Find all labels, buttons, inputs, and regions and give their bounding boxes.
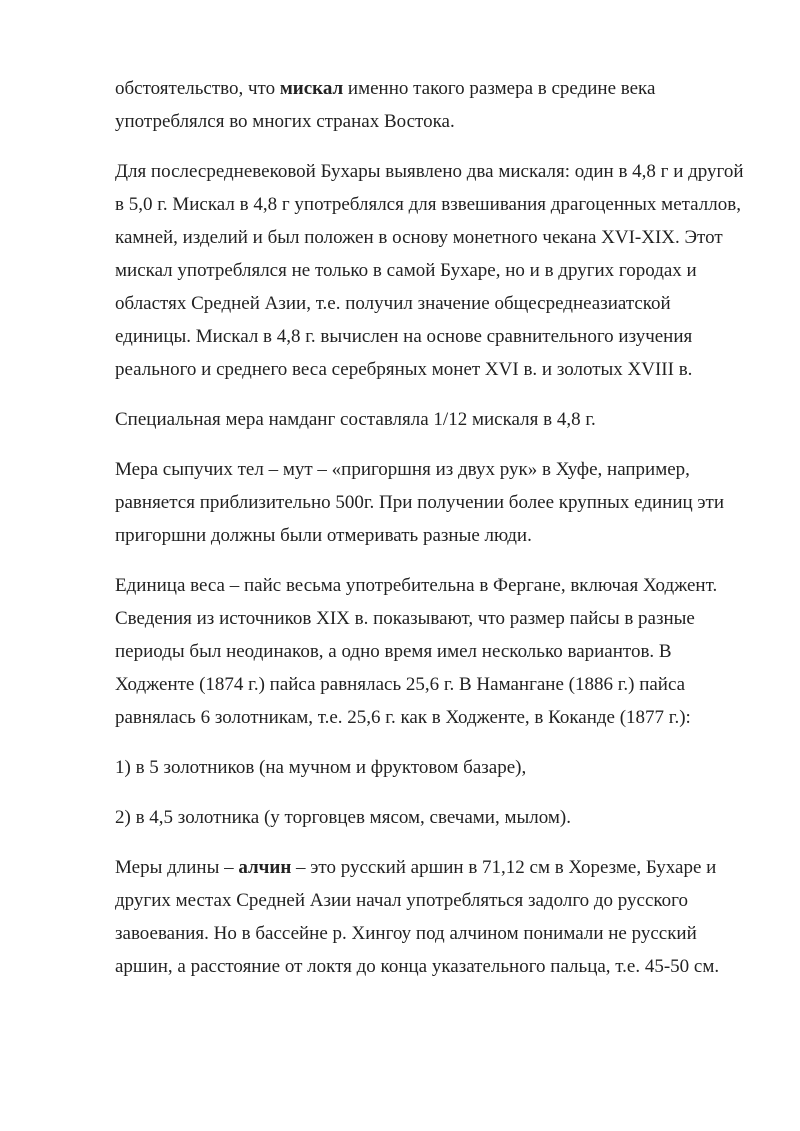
- text-line: [115, 188, 755, 221]
- text-segment: Для послесредневековой Бухары выявлено два мискаля: один в 4,8 г и другой: [115, 161, 744, 182]
- text-line: [115, 851, 755, 884]
- text-segment: периоды был неодинаков, а одно время имел несколько вариантов. В: [115, 641, 672, 662]
- text-line: [115, 221, 755, 254]
- text-line: [115, 72, 755, 105]
- text-line: [115, 353, 755, 386]
- paragraph: [115, 403, 755, 436]
- text-line: [115, 453, 755, 486]
- document-body: [115, 72, 755, 1000]
- text-segment: других местах Средней Азии начал употребляться задолго до русского: [115, 890, 689, 911]
- text-segment: Специальная мера намданг составляла 1/12 мискаля в 4,8 г.: [115, 409, 596, 430]
- text-segment: завоевания. Но в бассейне р. Хингоу под алчином понимали не русский: [115, 923, 697, 944]
- text-line: [115, 884, 755, 917]
- text-line: [115, 801, 755, 834]
- paragraph: [115, 851, 755, 983]
- text-segment: областях Средней Азии, т.е. получил значение общесреднеазиатской: [115, 293, 671, 314]
- bold-term: мискал: [279, 78, 344, 99]
- text-segment: Мера сыпучих тел – мут – «пригоршня из двух рук» в Хуфе, например,: [115, 459, 690, 480]
- text-segment: употреблялся во многих странах Востока.: [115, 111, 455, 132]
- text-segment: мискал употреблялся не только в самой Бухаре, но и в других городах и: [115, 260, 697, 281]
- paragraph: [115, 453, 755, 552]
- text-segment: 2) в 4,5 золотника (у торговцев мясом, свечами, мылом).: [115, 807, 571, 828]
- text-segment: в 5,0 г. Мискал в 4,8 г употреблялся для взвешивания драгоценных металлов,: [115, 194, 741, 215]
- text-segment: единицы. Мискал в 4,8 г. вычислен на основе сравнительного изучения: [115, 326, 693, 347]
- paragraph: [115, 751, 755, 784]
- text-segment: реального и среднего веса серебряных монет XVI в. и золотых XVIII в.: [115, 359, 693, 380]
- text-line: [115, 287, 755, 320]
- text-segment: Ходженте (1874 г.) пайса равнялась 25,6 г. В Намангане (1886 г.) пайса: [115, 674, 686, 695]
- text-segment: – это русский аршин в 71,12 см в Хорезме, Бухаре и: [291, 857, 717, 878]
- text-line: [115, 105, 755, 138]
- text-line: [115, 320, 755, 353]
- text-line: [115, 950, 755, 983]
- text-line: [115, 635, 755, 668]
- text-segment: обстоятельство, что: [115, 78, 280, 99]
- paragraph: [115, 72, 755, 138]
- text-segment: камней, изделий и был положен в основу монетного чекана XVI-XIX. Этот: [115, 227, 723, 248]
- text-segment: аршин, а расстояние от локтя до конца указательного пальца, т.е. 45-50 см.: [115, 956, 720, 977]
- text-segment: именно такого размера в средине века: [343, 78, 656, 99]
- text-line: [115, 602, 755, 635]
- text-line: [115, 701, 755, 734]
- paragraph: [115, 569, 755, 734]
- text-segment: Сведения из источников XIX в. показывают, что размер пайсы в разные: [115, 608, 695, 629]
- paragraph: [115, 155, 755, 386]
- text-line: [115, 519, 755, 552]
- text-line: [115, 155, 755, 188]
- text-line: [115, 254, 755, 287]
- text-line: [115, 569, 755, 602]
- text-line: [115, 751, 755, 784]
- text-line: [115, 486, 755, 519]
- text-segment: Меры длины –: [115, 857, 239, 878]
- text-line: [115, 668, 755, 701]
- text-segment: равнялась 6 золотникам, т.е. 25,6 г. как в Ходженте, в Коканде (1877 г.):: [115, 707, 691, 728]
- text-segment: пригоршни должны были отмеривать разные люди.: [115, 525, 532, 546]
- text-segment: 1) в 5 золотников (на мучном и фруктовом базаре),: [115, 757, 527, 778]
- text-segment: равняется приблизительно 500г. При получении более крупных единиц эти: [115, 492, 725, 513]
- text-line: [115, 403, 755, 436]
- text-line: [115, 917, 755, 950]
- paragraph: [115, 801, 755, 834]
- bold-term: алчин: [238, 857, 292, 878]
- text-segment: Единица веса – пайс весьма употребительна в Фергане, включая Ходжент.: [115, 575, 718, 596]
